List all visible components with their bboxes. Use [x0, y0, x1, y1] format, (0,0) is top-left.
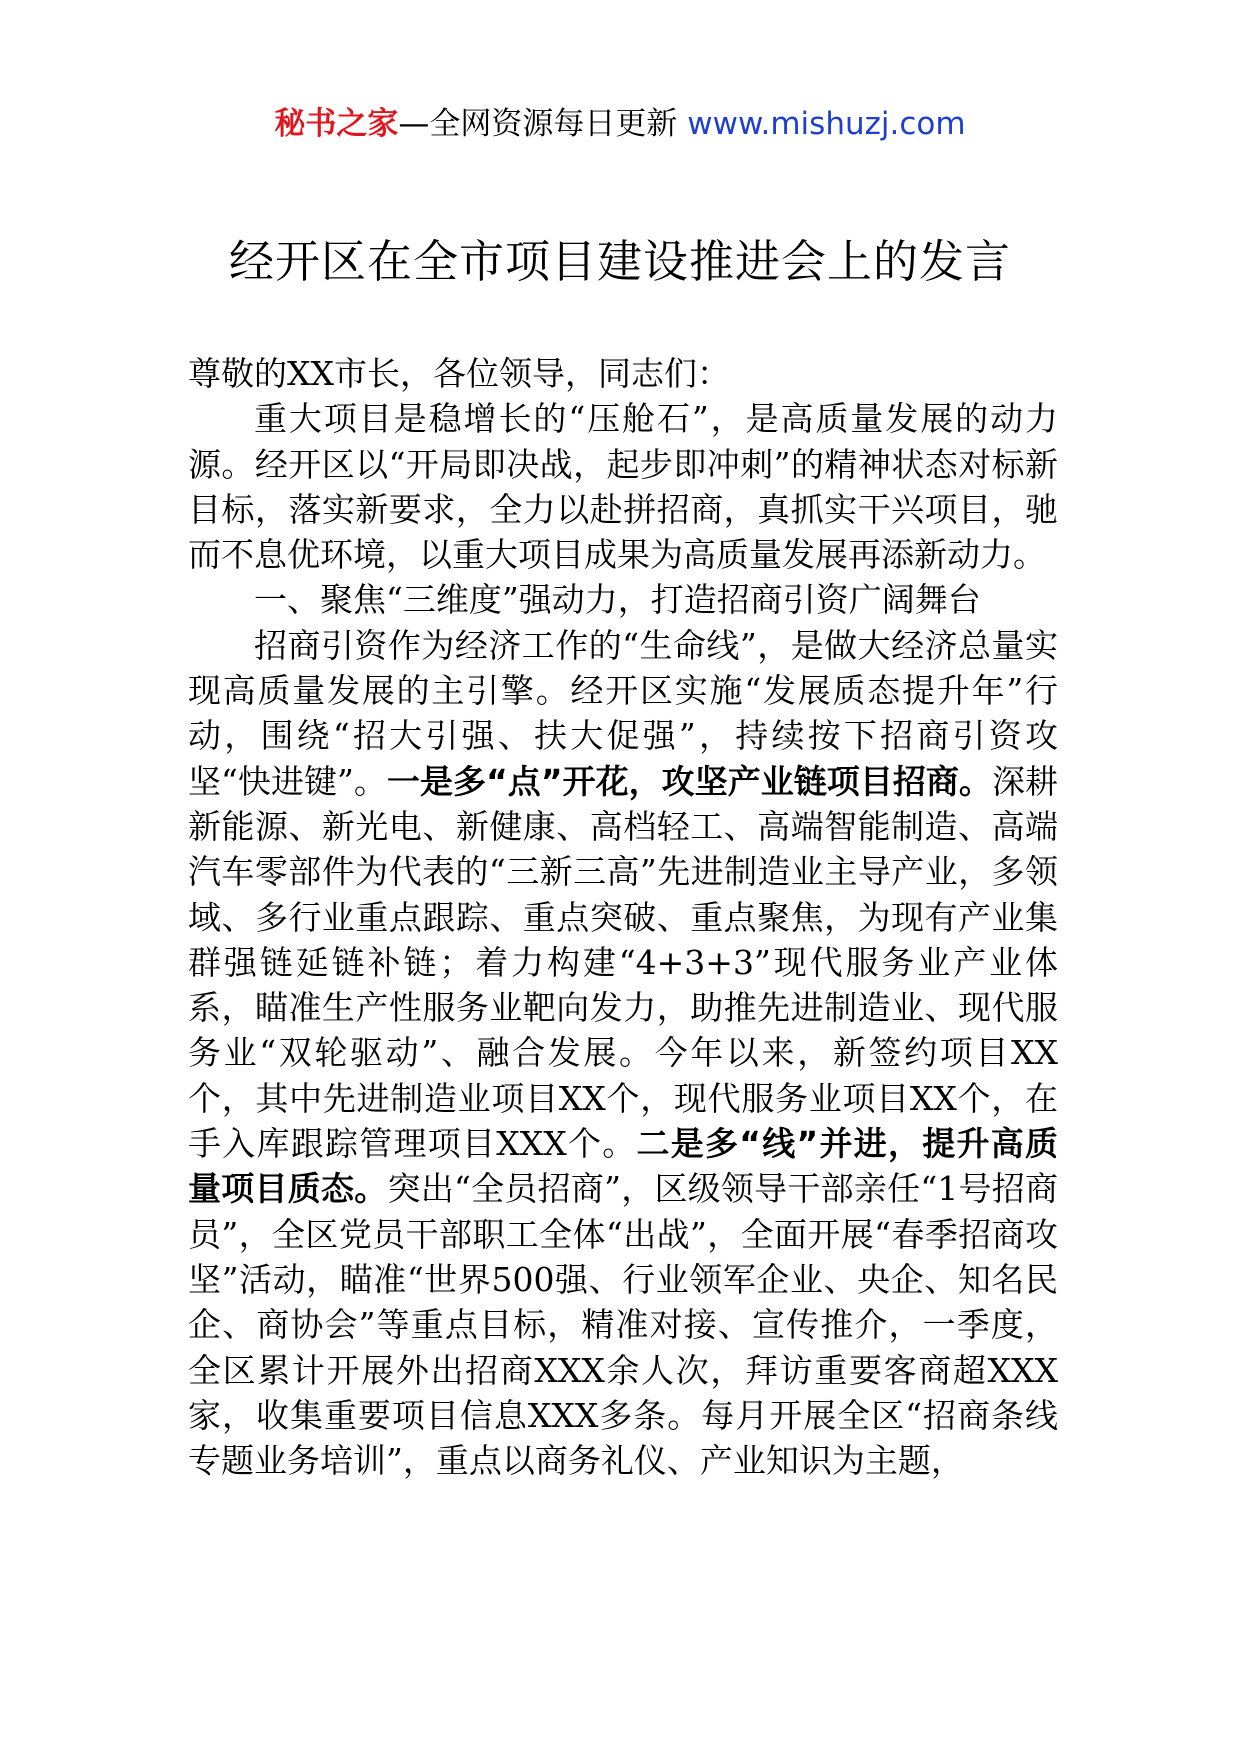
paragraph-text: 深耕新能源、新光电、新健康、高档轻工、高端智能制造、高端汽车零部件为代表的“三新三高”先进制造业主导产业，多领域、多行业重点跟踪、重点突破、重点聚焦，为现有产业集群强链延链补链；着力构建“4+3+3”现代服务业产业体系，瞄准生产性服务业靶向发力，助推先进制造业、现代服务业“双轮驱动”、融合发展。今年以来，新签约项目XX个，其中先进制造业项目XX个，现代服务业项目XX个，在手入库跟踪管理项目XXX个。 — [188, 761, 1058, 1164]
website-link[interactable]: www.mishuzj.com — [687, 106, 966, 142]
salutation: 尊敬的XX市长，各位领导，同志们： — [188, 354, 730, 393]
paragraph-text: 招商引资作为经济工作的“生命线”，是做大经济总量实现高质量发展的主引擎。经开区实施“发展质态提升年”行动，围绕“招大引强、扶大促强”，持续按下招商引资攻坚“快进键”。 — [188, 625, 1058, 801]
paragraph-text: 突出“全员招商”，区级领导干部亲任“1号招商员”，全区党员干部职工全体“出战”，全面开展“春季招商攻坚”活动，瞄准“世界500强、行业领军企业、央企、知名民企、商协会”等重点目标，精准对接、宣传推介，一季度，全区累计开展外出招商XXX余人次，拜访重要客商超XXX家，收集重要项目信息XXX多条。每月开展全区“招商条线专题业务培训”，重点以商务礼仪、产业知识为主题， — [188, 1169, 1059, 1481]
document-title: 经开区在全市项目建设推进会上的发言 — [228, 235, 1011, 288]
intro-paragraph: 重大项目是稳增长的“压舱石”，是高质量发展的动力源。经开区以“开局即决战，起步即冲刺”的精神状态对标新目标，落实新要求，全力以赴拼招商，真抓实干兴项目，驰而不息优环境，以重大项目成果为高质量发展再添新动力。 — [188, 399, 1058, 575]
document-body — [188, 351, 1058, 1483]
page-header — [0, 102, 1240, 146]
brand-name: 秘书之家 — [274, 106, 399, 142]
section-paragraph — [188, 623, 1058, 1484]
section-heading: 一、聚焦“三维度”强动力，打造招商引资广阔舞台 — [254, 580, 981, 620]
bold-point-1: 一是多“点”开花，攻坚产业链项目招商。 — [386, 761, 992, 801]
bold-point-2: 二是多“线”并进，提升高质量项目质态。 — [188, 1124, 1058, 1209]
header-slogan: —全网资源每日更新 — [398, 106, 678, 142]
